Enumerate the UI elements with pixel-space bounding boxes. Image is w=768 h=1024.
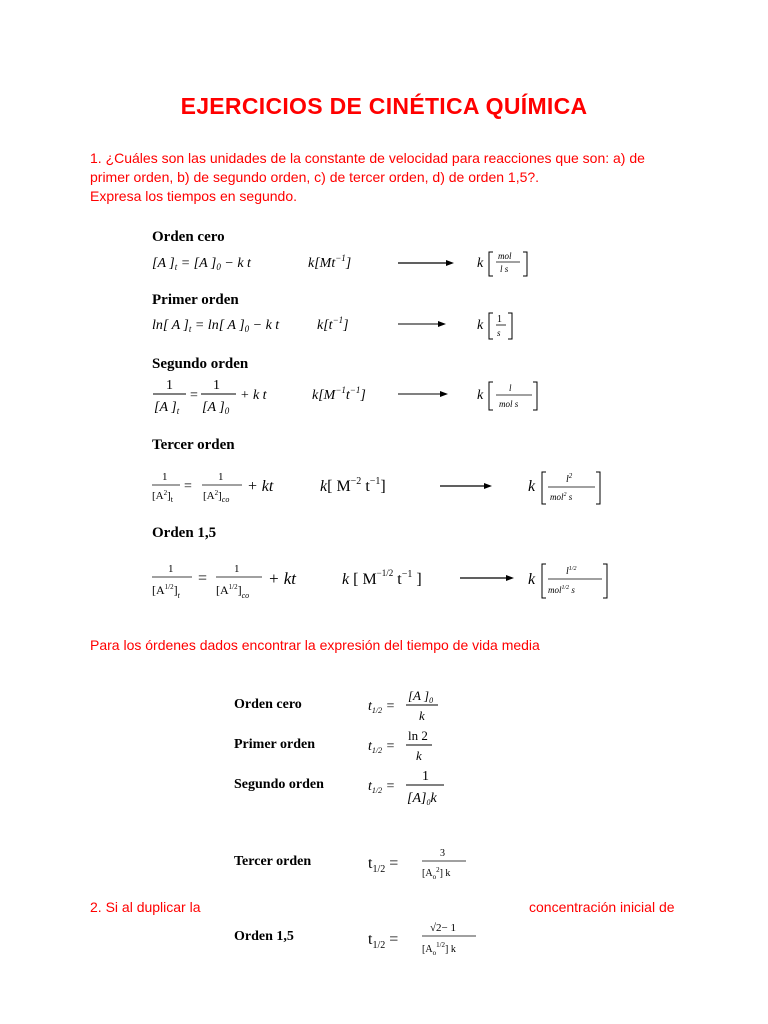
- third-order-equation: [150, 466, 610, 512]
- svg-text:[A2]t: $[A^2]_t$: [152, 489, 174, 504]
- half-life-second-equation: [366, 764, 456, 808]
- svg-text:k[t−1]: $k[t^{-1}]$: [317, 315, 349, 333]
- half-life-intro: Para los órdenes dados encontrar la expresión del tiempo de vida media: [90, 637, 540, 653]
- svg-text:[A1/2]t: $[A^{1/2}]_t$: [152, 583, 180, 600]
- svg-text:1: 1: [162, 471, 168, 483]
- svg-text:t1/2 =: $t_{1/2}$ =: [368, 855, 399, 875]
- question-2-end: concentración inicial de: [529, 899, 675, 915]
- svg-text:1: 1: [166, 378, 173, 393]
- order-zero-heading: Orden cero: [152, 229, 225, 245]
- svg-text:k: k: [528, 571, 536, 588]
- half-life-first-equation: [366, 726, 456, 766]
- half-life-second-heading: Segundo orden: [234, 777, 324, 792]
- first-order-equation: [150, 310, 550, 342]
- question-2-start: 2. Si al duplicar la: [90, 899, 201, 915]
- svg-text:[A ]t = [A ]0 − k t: [A ]$_t = [A$ ]$_0 - k$ t: [152, 256, 251, 272]
- order-zero-equation: [150, 248, 550, 280]
- svg-text:+ k t: + k t: [240, 388, 267, 403]
- page-title: EJERCICIOS DE CINÉTICA QUÍMICA: [180, 93, 588, 119]
- first-order-heading: Primer orden: [152, 292, 239, 308]
- svg-text:mol s: mol s: [499, 399, 519, 409]
- svg-text:[A2]co: $[A^2]_{co}$: [203, 489, 230, 504]
- svg-text:k: k: [477, 318, 484, 333]
- svg-text:t1/2 =: $t_{1/2}$ =: [368, 739, 396, 755]
- svg-text:[A]0k: $[A]_0k$: [407, 791, 437, 807]
- svg-text:k[ M−2 t−1]: k[ $M^{-2}$ $t^{-1}$]: [320, 476, 386, 495]
- svg-text:+ kt: + kt: [247, 478, 274, 495]
- svg-text:k [ M−1/2 t−1 ]: k [ $M^{-1/2}$ $t^{-1}$ ]: [342, 568, 422, 588]
- svg-text:l1/2: $l^{1/2}$: [566, 566, 577, 577]
- svg-text:=: =: [184, 479, 192, 494]
- svg-text:k: k: [528, 478, 536, 495]
- svg-text:mol1/2 s: mol$^{1/2}$ s: [548, 585, 575, 595]
- svg-text:=: =: [190, 388, 198, 403]
- svg-text:1: 1: [218, 471, 224, 483]
- svg-text:l: l: [509, 383, 512, 393]
- svg-text:[A ]0: [A ]$_0$: [202, 400, 230, 416]
- half-life-1-5-equation: [366, 916, 496, 962]
- svg-text:k: k: [477, 388, 484, 403]
- half-life-zero-equation: [366, 686, 456, 726]
- svg-text:√2− 1: √2− 1: [430, 922, 456, 934]
- svg-text:mol2 s: mol$^2$ s: [550, 492, 573, 502]
- svg-text:1: 1: [497, 314, 502, 325]
- half-life-third-heading: Tercer orden: [234, 854, 312, 869]
- half-life-first-heading: Primer orden: [234, 737, 315, 752]
- second-order-heading: Segundo orden: [152, 356, 249, 372]
- question-1: [90, 149, 680, 206]
- svg-text:1: 1: [234, 563, 240, 575]
- svg-text:s: s: [497, 328, 501, 338]
- svg-text:[Ao1/2] k: $[A_o^{1/2}]$ k: [422, 941, 456, 957]
- half-life-third-equation: [366, 844, 486, 884]
- svg-text:[Ao2] k: $[A_o^2]$ k: [422, 866, 451, 881]
- second-order-equation: [150, 374, 550, 420]
- question-1-line-2: primer orden, b) de segundo orden, c) de tercer orden, d) de orden 1,5?.: [90, 169, 540, 185]
- svg-text:=: =: [198, 570, 208, 587]
- svg-text:k[M−1t−1]: $k[M^{-1}t^{-1}]$: [312, 385, 366, 403]
- svg-text:k: k: [416, 748, 422, 763]
- svg-text:3: 3: [440, 848, 445, 859]
- svg-text:[A ]0: [A ]$_0$: [408, 688, 434, 705]
- svg-text:1: 1: [422, 769, 429, 784]
- third-order-heading: Tercer orden: [152, 437, 235, 453]
- svg-text:[A1/2]co: $[A^{1/2}]_{co}$: [216, 583, 250, 600]
- svg-text:+ kt: + kt: [268, 569, 296, 588]
- svg-text:l2: $l^2$: [566, 472, 573, 485]
- svg-text:[A ]t: [A ]$_t$: [154, 400, 180, 416]
- svg-text:t1/2 =: $t_{1/2}$ =: [368, 699, 396, 715]
- order-1-5-equation: [150, 556, 620, 610]
- svg-text:k[Mt−1]: $k[Mt^{-1}]$: [308, 253, 352, 271]
- svg-text:mol: mol: [498, 251, 512, 261]
- svg-text:l s: l s: [500, 264, 509, 274]
- question-1-line-1: 1. ¿Cuáles son las unidades de la constante de velocidad para reacciones que son: a) de: [90, 150, 645, 166]
- svg-text:ln[ A ]t = ln[ A ]0 − k t: ln[ A ]$_t = \ln$[ A ]$_0 - k$ t: [152, 318, 280, 334]
- svg-text:t1/2 =: $t_{1/2}$ =: [368, 931, 399, 951]
- half-life-zero-heading: Orden cero: [234, 697, 302, 712]
- half-life-1-5-heading: Orden 1,5: [234, 929, 294, 944]
- svg-text:1: 1: [213, 378, 220, 393]
- svg-text:1: 1: [168, 563, 174, 575]
- svg-text:k: k: [419, 708, 425, 723]
- svg-text:k: k: [477, 256, 484, 271]
- question-1-line-3: Expresa los tiempos en segundo.: [90, 188, 298, 204]
- order-1-5-heading: Orden 1,5: [152, 525, 217, 541]
- svg-text:ln 2: ln 2: [408, 728, 428, 743]
- svg-text:t1/2 =: $t_{1/2}$ =: [368, 779, 396, 795]
